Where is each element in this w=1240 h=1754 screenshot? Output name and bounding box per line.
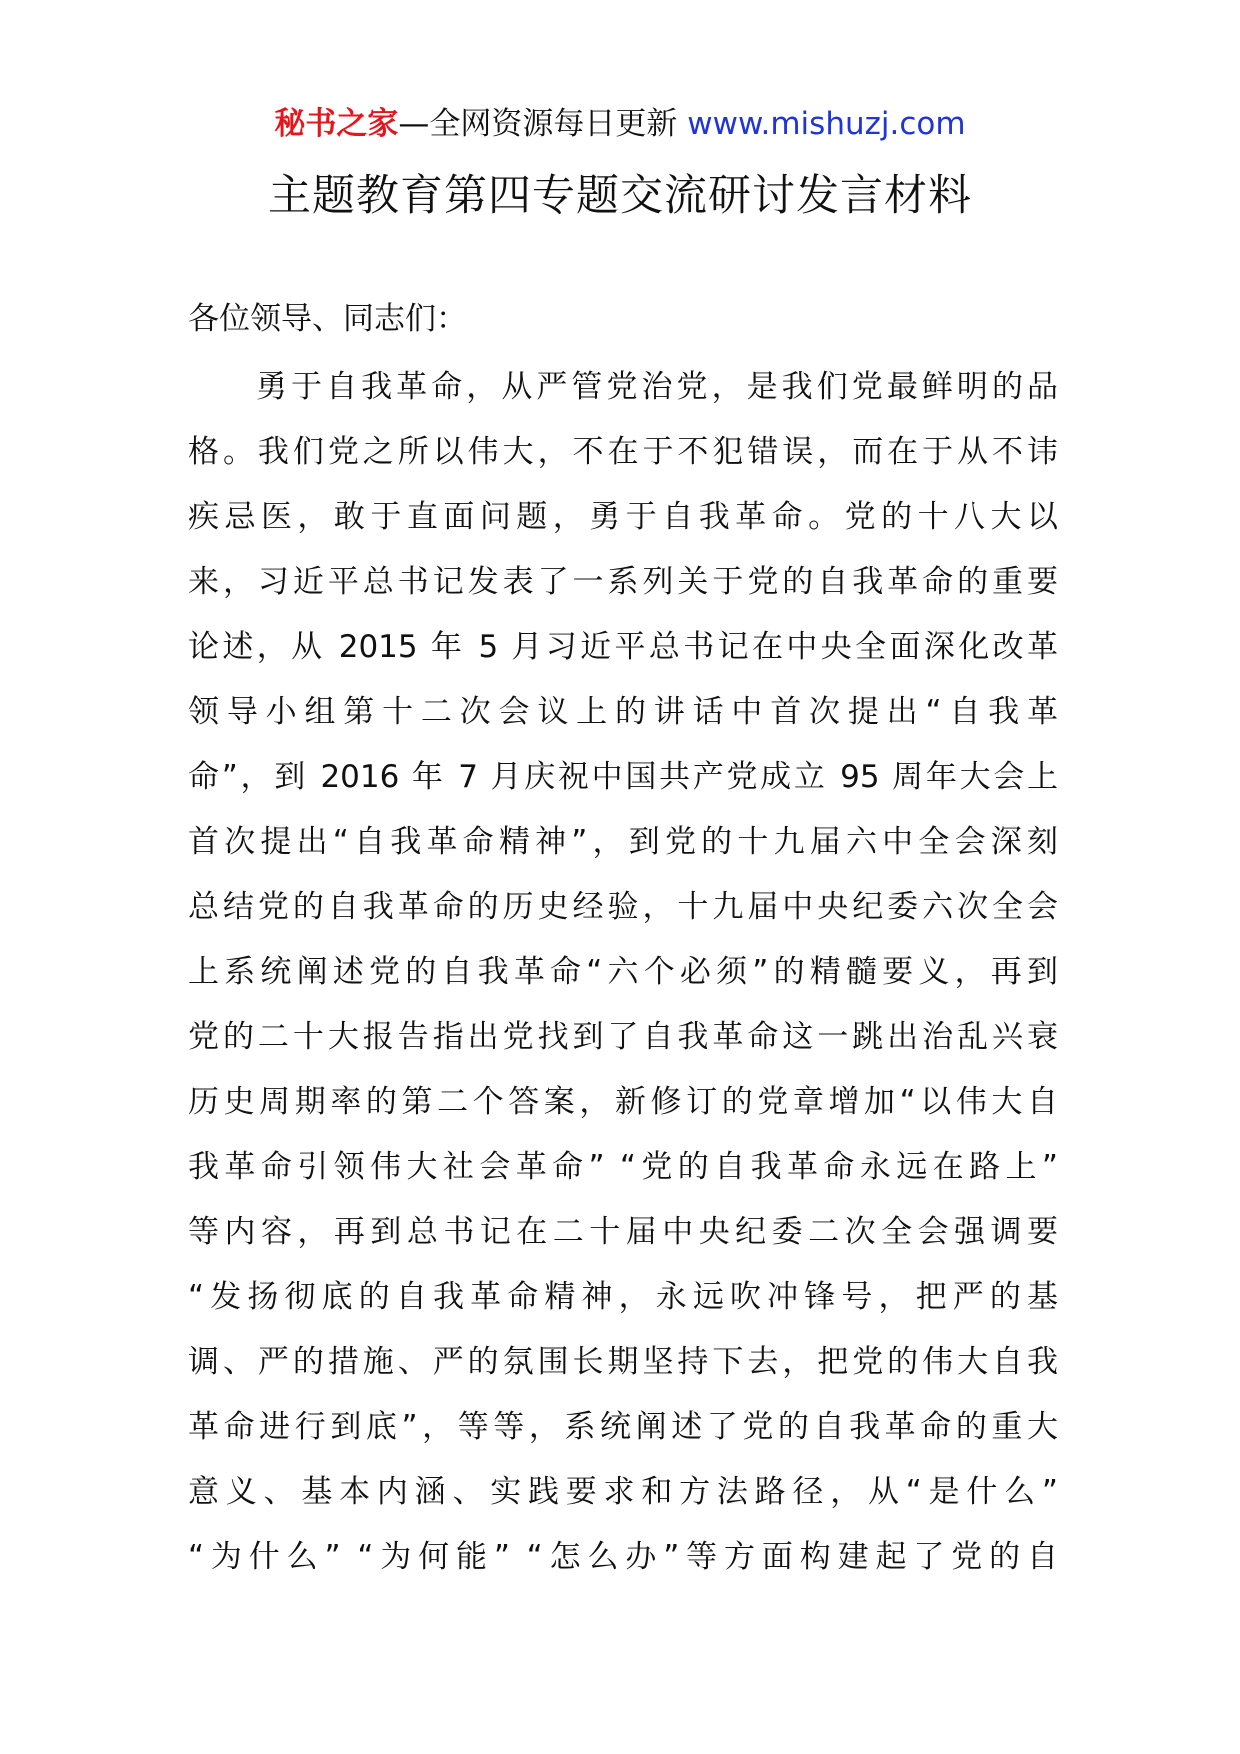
salutation: 各位领导、同志们： [188, 301, 467, 337]
text-line: 等内容，再到总书记在二十届中央纪委二次全会强调要 [188, 1214, 1058, 1250]
text-line: 来，习近平总书记发表了一系列关于党的自我革命的重要 [188, 564, 1058, 600]
text-line: 意义、基本内涵、实践要求和方法路径，从“是什么” [188, 1474, 1058, 1510]
text-line: 命”，到 2016 年 7 月庆祝中国共产党成立 95 周年大会上 [188, 759, 1058, 795]
text-line: 上系统阐述党的自我革命“六个必须”的精髓要义，再到 [188, 954, 1058, 990]
text-line: 总结党的自我革命的历史经验，十九届中央纪委六次全会 [188, 889, 1058, 925]
text-line: “为什么” “为何能” “怎么办”等方面构建起了党的自 [188, 1539, 1058, 1575]
body-paragraph [188, 362, 1058, 1597]
site-brand: 秘书之家 [274, 106, 399, 142]
document-title: 主题教育第四专题交流研讨发言材料 [268, 171, 972, 221]
text-line: 党的二十大报告指出党找到了自我革命这一跳出治乱兴衰 [188, 1019, 1058, 1055]
text-line: “发扬彻底的自我革命精神，永远吹冲锋号，把严的基 [188, 1279, 1058, 1315]
text-line: 领导小组第十二次会议上的讲话中首次提出“自我革 [188, 694, 1058, 730]
site-url-link[interactable]: www.mishuzj.com [687, 106, 966, 142]
text-line: 疾忌医，敢于直面问题，勇于自我革命。党的十八大以 [188, 499, 1058, 535]
text-line: 历史周期率的第二个答案，新修订的党章增加“以伟大自 [188, 1084, 1058, 1120]
text-line: 首次提出“自我革命精神”，到党的十九届六中全会深刻 [188, 824, 1058, 860]
text-line: 格。我们党之所以伟大，不在于不犯错误，而在于从不讳 [188, 434, 1058, 470]
text-line: 革命进行到底”，等等，系统阐述了党的自我革命的重大 [188, 1409, 1058, 1445]
text-line: 勇于自我革命，从严管党治党，是我们党最鲜明的品 [256, 369, 1058, 405]
text-line: 论述，从 2015 年 5 月习近平总书记在中央全面深化改革 [188, 629, 1058, 665]
site-header [0, 102, 1240, 146]
text-line: 我革命引领伟大社会革命” “党的自我革命永远在路上” [188, 1149, 1058, 1185]
text-line: 调、严的措施、严的氛围长期坚持下去，把党的伟大自我 [188, 1344, 1058, 1380]
site-slogan: —全网资源每日更新 [398, 106, 678, 142]
